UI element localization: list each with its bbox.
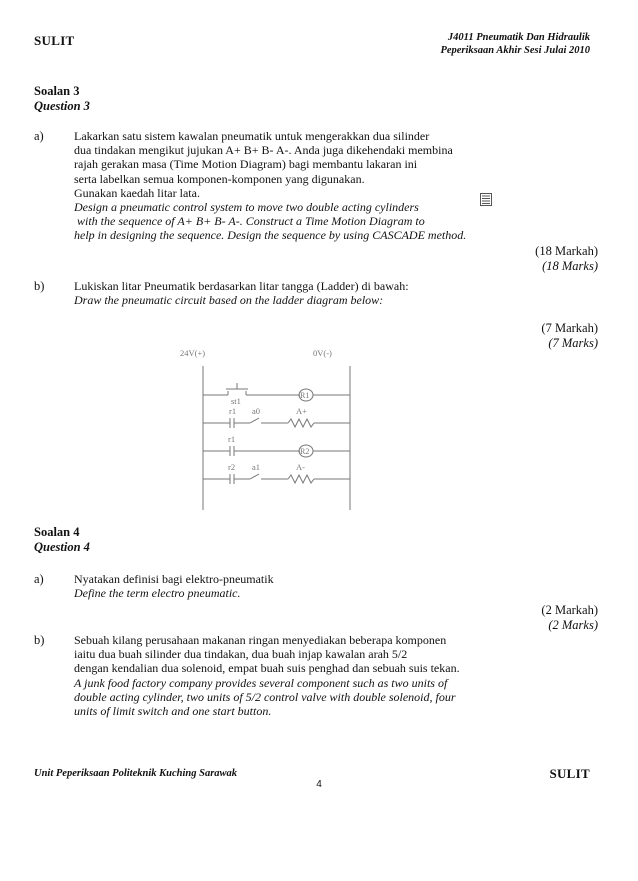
label-R2: R2 [300, 447, 310, 456]
q4b-en-line: double acting cylinder, two units of 5/2 control valve with double solenoid, four [74, 689, 456, 704]
question3a-marks [535, 244, 598, 274]
q4b-ms-line: dengan kendalian dua solenoid, empat buah suis penghad dan sebuah suis tekan. [74, 661, 460, 676]
q4a-ms: Nyatakan definisi bagi elektro-pneumatik [74, 572, 274, 586]
question4b-letter: b) [34, 633, 45, 647]
question4a-text [74, 572, 514, 600]
label-right-rail: 0V(-) [313, 348, 332, 358]
q4b-ms-line: iaitu dua buah silinder dua tindakan, dua buah injap kawalan arah 5/2 [74, 647, 408, 662]
header-classification: SULIT [34, 33, 75, 48]
q3b-marks-ms: (7 Markah) [541, 321, 598, 335]
q4a-marks-en: (2 Marks) [548, 618, 598, 632]
question4a-letter: a) [34, 572, 44, 586]
q3a-ms-line: dua tindakan mengikut jujukan A+ B+ B- A-. Anda juga dikehendaki membina [74, 143, 453, 158]
header-exam-session: Peperiksaan Akhir Sesi Julai 2010 [440, 45, 590, 56]
solenoid-A- [288, 475, 314, 483]
q3b-ms: Lukiskan litar Pneumatik berdasarkan litar tangga (Ladder) di bawah: [74, 279, 409, 293]
question3a-text [74, 129, 514, 243]
q3a-en-line: with the sequence of A+ B+ B- A-. Construct a Time Motion Diagram to [74, 214, 425, 229]
solenoid-A+ [288, 419, 314, 427]
label-left-rail: 24V(+) [180, 348, 206, 358]
question3b-text [74, 279, 534, 307]
question3-title [34, 84, 90, 114]
q3a-ms-line: Gunakan kaedah litar lata. [74, 185, 200, 200]
label-R1: R1 [300, 391, 310, 400]
question4-title [34, 525, 90, 555]
label-r1: r1 [229, 406, 237, 416]
question3-title-ms: Soalan 3 [34, 84, 80, 98]
question4-title-en: Question 4 [34, 540, 90, 554]
q4a-marks-ms: (2 Markah) [541, 603, 598, 617]
label-a1: a1 [252, 462, 261, 472]
question4a-marks [541, 603, 598, 633]
label-a0: a0 [252, 406, 261, 416]
limit-switch-a0 [250, 418, 259, 423]
label-A-: A- [296, 462, 305, 472]
header-course-title: J4011 Pneumatik Dan Hidraulik [447, 32, 590, 43]
footer-institution: Unit Peperiksaan Politeknik Kuching Sarawak [34, 768, 238, 779]
page-number: 4 [316, 779, 322, 790]
question4b-text [74, 633, 504, 718]
q3a-en-line: Design a pneumatic control system to move two double acting cylinders [74, 200, 419, 215]
q3a-ms-line: rajah gerakan masa (Time Motion Diagram) bagi membantu lakaran ini [74, 157, 418, 172]
question3a-letter: a) [34, 129, 44, 143]
q3b-marks-en: (7 Marks) [548, 336, 598, 350]
q4b-en-line: A junk food factory company provides several component such as two units of [74, 675, 448, 690]
label-r2: r2 [228, 462, 236, 472]
q4b-ms-line: Sebuah kilang perusahaan makanan ringan menyediakan beberapa komponen [74, 633, 447, 647]
document-lines-icon [480, 193, 492, 206]
question3b-marks [541, 321, 598, 351]
q3a-marks-en: (18 Marks) [542, 259, 598, 273]
label-r1-2: r1 [228, 434, 236, 444]
question3-title-en: Question 3 [34, 99, 90, 113]
question3b-letter: b) [34, 279, 45, 293]
q3a-ms-line: serta labelkan semua komponen-komponen yang digunakan. [74, 171, 365, 186]
limit-switch-a1 [250, 474, 259, 479]
q4b-en-line: units of limit switch and one start button. [74, 704, 272, 719]
label-A+: A+ [296, 406, 307, 416]
q3a-marks-ms: (18 Markah) [535, 244, 598, 258]
label-st1: st1 [231, 396, 241, 406]
q3a-en-line: help in designing the sequence. Design the sequence by using CASCADE method. [74, 228, 467, 243]
question4-title-ms: Soalan 4 [34, 525, 80, 539]
ladder-diagram [140, 344, 370, 516]
header-course-info [440, 31, 590, 57]
q4a-en: Define the term electro pneumatic. [74, 586, 241, 601]
q3b-en: Draw the pneumatic circuit based on the ladder diagram below: [74, 293, 384, 308]
footer-classification: SULIT [549, 766, 590, 781]
q3a-ms-line: Lakarkan satu sistem kawalan pneumatik untuk mengerakkan dua silinder [74, 129, 430, 143]
